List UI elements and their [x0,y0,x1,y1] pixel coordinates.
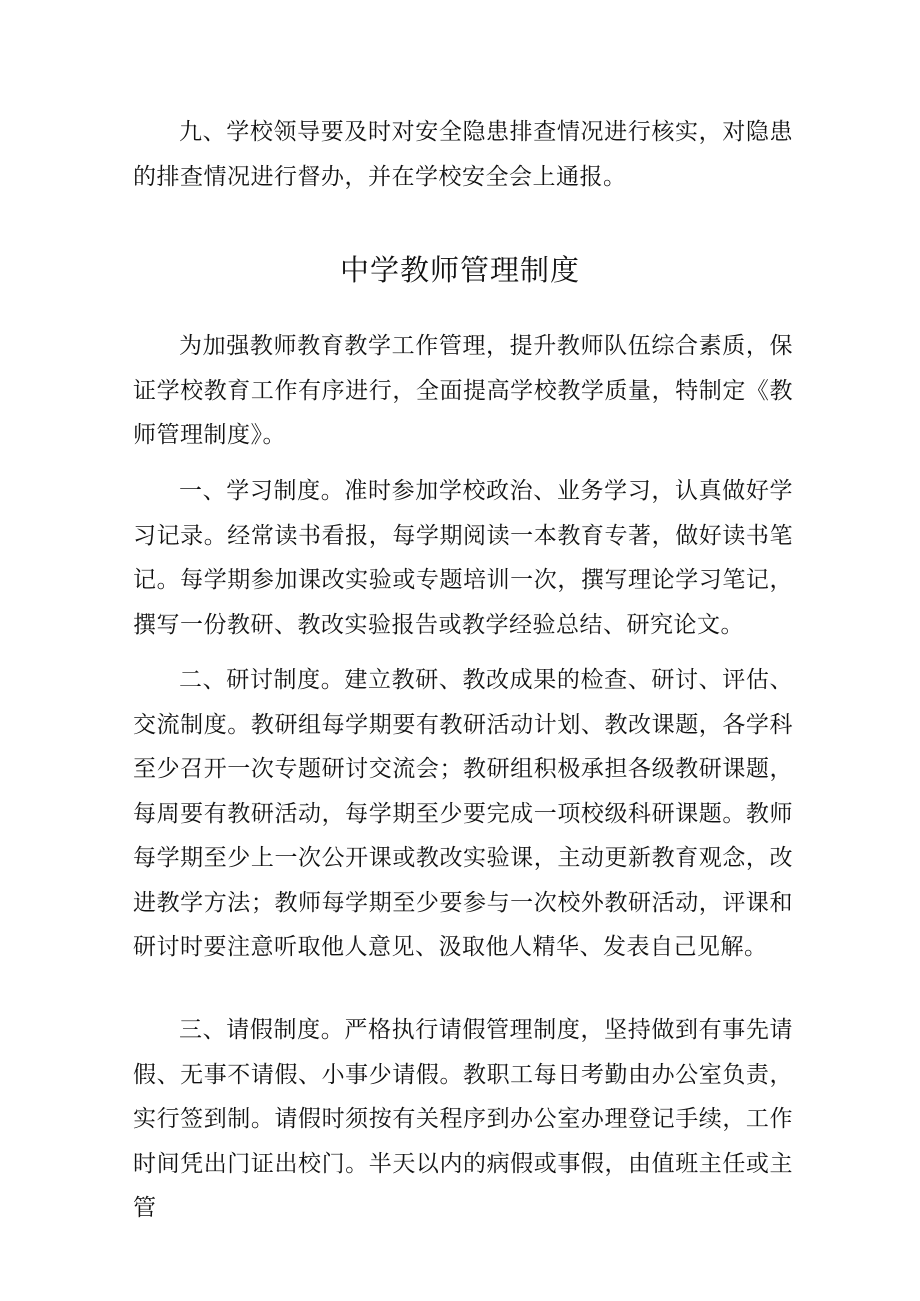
section-two-paragraph: 二、研讨制度。建立教研、教改成果的检查、研讨、评估、交流制度。教研组每学期要有教研活动计划、教改课题，各学科至少召开一次专题研讨交流会；教研组积极承担各级教研课题，每周要有教研活动，每学期至少要完成一项校级科研课题。教师每学期至少上一次公开课或教改实验课，主动更新教育观念，改进教学方法；教师每学期至少要参与一次校外教研活动，评课和研讨时要注意听取他人意见、汲取他人精华、发表自己见解。 [133,667,793,960]
section-three-paragraph: 三、请假制度。严格执行请假管理制度，坚持做到有事先请假、无事不请假、小事少请假。教职工每日考勤由办公室负责，实行签到制。请假时须按有关程序到办公室办理登记手续，工作时间凭出门证出校门。半天以内的病假或事假，由值班主任或主管 [133,1017,793,1221]
document-title: 中学教师管理制度 [339,253,580,287]
intro-paragraph: 为加强教师教育教学工作管理，提升教师队伍综合素质，保证学校教育工作有序进行，全面提高学校教学质量，特制定《教师管理制度》。 [133,333,793,448]
paragraph-nine: 九、学校领导要及时对安全隐患排查情况进行核实，对隐患的排查情况进行督办，并在学校安全会上通报。 [133,119,793,190]
section-one-paragraph: 一、学习制度。准时参加学校政治、业务学习，认真做好学习记录。经常读书看报，每学期阅读一本教育专著，做好读书笔记。每学期参加课改实验或专题培训一次，撰写理论学习笔记，撰写一份教研、教改实验报告或教学经验总结、研究论文。 [133,478,793,638]
